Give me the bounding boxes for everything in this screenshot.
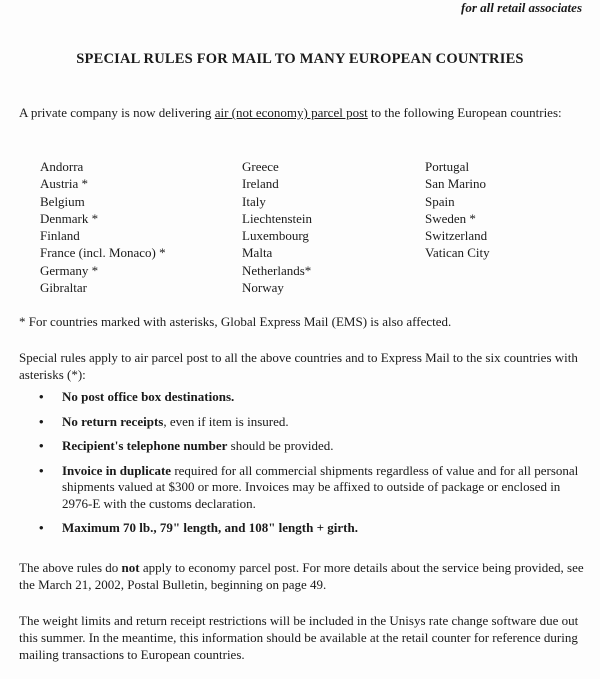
list-item xyxy=(30,438,585,455)
country-item: Andorra xyxy=(40,159,84,174)
rules-list xyxy=(30,389,585,545)
rule-bold: Recipient's telephone number xyxy=(62,438,228,453)
economy-paragraph xyxy=(19,559,587,593)
country-item: Vatican City xyxy=(425,245,490,261)
country-column-2 xyxy=(242,158,312,296)
intro-paragraph xyxy=(19,104,587,121)
country-item: Spain xyxy=(425,193,455,209)
economy-bold: not xyxy=(121,560,140,575)
country-column-1 xyxy=(40,158,166,296)
special-rules-intro: Special rules apply to air parcel post to all the above countries and to Express Mail to the six countries with asterisks (*): xyxy=(19,350,578,382)
bullet-icon: • xyxy=(39,413,44,429)
country-item: Italy xyxy=(242,193,266,209)
intro-underlined: air (not economy) parcel post xyxy=(214,105,368,120)
country-item: San Marino xyxy=(425,176,487,192)
rule-bold: No post office box destinations. xyxy=(62,389,235,404)
page-title: SPECIAL RULES FOR MAIL TO MANY EUROPEAN COUNTRIES xyxy=(76,51,524,67)
rule-text: required for all commercial shipments regardless of value and for all personal shipments valued at $300 or more. Invoices may be affixed to outside of package or enclosed in 2976-E with the customs declaration. xyxy=(62,462,579,511)
country-item: Greece xyxy=(242,159,279,174)
list-item xyxy=(30,389,585,406)
country-item: Gibraltar xyxy=(40,280,87,296)
country-item: Belgium xyxy=(40,193,85,209)
economy-after: apply to economy parcel post. For more details about the service being provided, see the March 21, 2002, Postal Bulletin, beginning on page 49. xyxy=(19,560,584,592)
weight-paragraph: The weight limits and return receipt restrictions will be included in the Unisys rate change software due out this summer. In the meantime, this information should be available at the retail counter for reference during mailing transactions to European countries. xyxy=(19,613,579,662)
country-item: Norway xyxy=(242,280,284,296)
country-item: Malta xyxy=(242,245,273,261)
rule-bold: Maximum 70 lb., 79" length, and 108" length + girth. xyxy=(62,520,358,535)
country-item: Liechtenstein xyxy=(242,210,313,226)
header-note: for all retail associates xyxy=(461,0,582,15)
country-item: Sweden * xyxy=(425,210,476,226)
country-item: Germany * xyxy=(40,262,99,278)
list-item xyxy=(30,463,585,513)
country-item: Netherlands* xyxy=(242,262,312,278)
bullet-icon: • xyxy=(39,389,44,404)
country-column-3 xyxy=(425,158,490,262)
intro-before: A private company is now delivering xyxy=(19,105,215,120)
country-item: Ireland xyxy=(242,176,279,192)
rule-text: should be provided. xyxy=(227,438,334,453)
country-item: France (incl. Monaco) * xyxy=(40,245,166,261)
rule-bold: Invoice in duplicate xyxy=(62,462,172,478)
rule-bold: No return receipts xyxy=(62,413,164,429)
list-item xyxy=(30,520,585,537)
asterisk-note: * For countries marked with asterisks, Global Express Mail (EMS) is also affected. xyxy=(19,314,452,329)
country-item: Finland xyxy=(40,228,80,244)
intro-after: to the following European countries: xyxy=(367,105,562,120)
country-item: Austria * xyxy=(40,176,89,192)
bullet-icon: • xyxy=(39,438,44,453)
country-item: Denmark * xyxy=(40,210,99,226)
list-item xyxy=(30,414,585,431)
rule-text: , even if item is insured. xyxy=(163,413,289,429)
economy-before: The above rules do xyxy=(19,560,122,575)
country-item: Portugal xyxy=(425,159,470,174)
country-item: Luxembourg xyxy=(242,228,309,244)
bullet-icon: • xyxy=(39,462,44,478)
country-item: Switzerland xyxy=(425,228,488,244)
bullet-icon: • xyxy=(39,520,44,535)
